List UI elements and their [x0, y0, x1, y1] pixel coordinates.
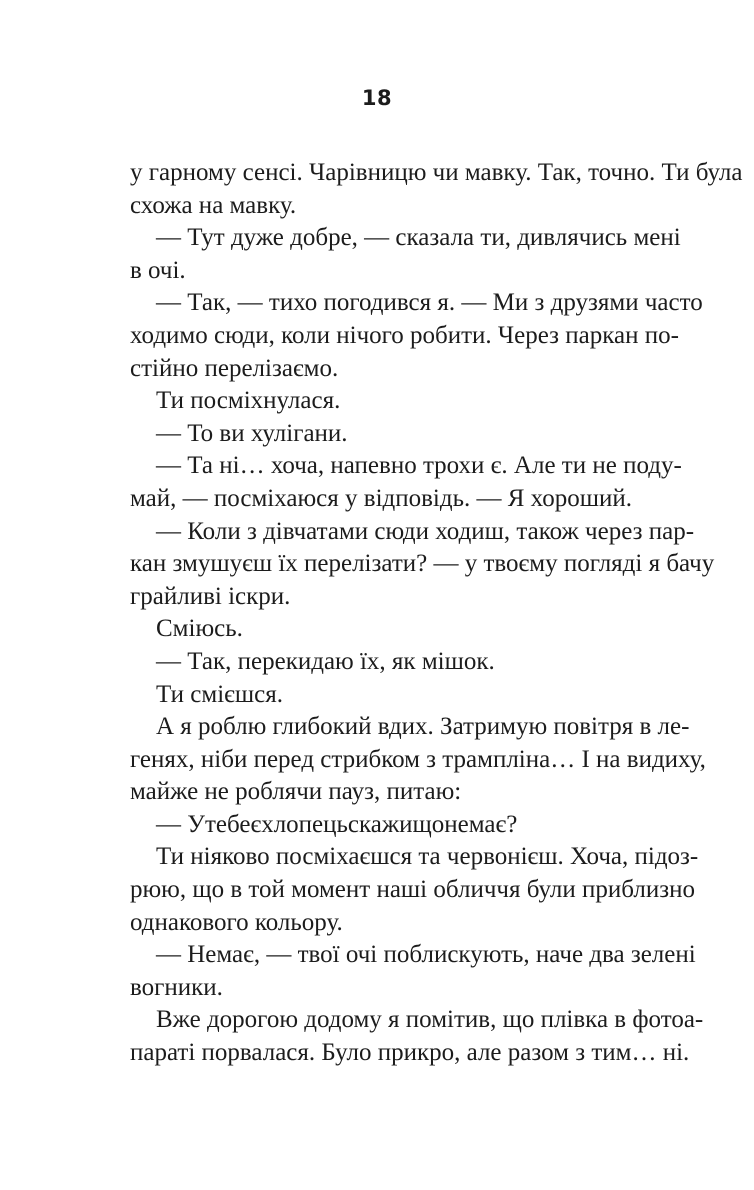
text-line: однакового кольору.	[130, 908, 343, 936]
text-line: кан змушуєш їх перелізати? — у твоєму погляді я бачу	[130, 550, 715, 578]
text-line: параті порвалася. Було прикро, але разом з тим… ні.	[130, 1039, 690, 1067]
text-line: — То ви хулігани.	[156, 419, 348, 447]
text-line: — Тут дуже добре, — сказала ти, дивлячись мені	[156, 224, 681, 252]
page-number: 18	[361, 86, 393, 110]
text-line: А я роблю глибокий вдих. Затримую повітря в ле-	[156, 713, 690, 741]
text-line: вогники.	[130, 973, 223, 1001]
text-line: ходимо сюди, коли нічого робити. Через паркан по-	[130, 321, 679, 349]
text-line: Ти посміхнулася.	[156, 387, 341, 415]
text-line: генях, ніби перед стрибком з трампліна… І на видиху,	[130, 745, 706, 773]
text-line: — Та ні… хоча, напевно трохи є. Але ти не поду-	[156, 452, 682, 480]
text-line: стійно перелізаємо.	[130, 354, 339, 382]
text-line: Сміюсь.	[156, 615, 243, 643]
text-line: май, — посміхаюся у відповідь. — Я хороший.	[130, 484, 632, 512]
text-line: — Немає, — твої очі поблискують, наче два зелені	[156, 941, 696, 969]
text-line: Вже дорогою додому я помітив, що плівка в фотоа-	[156, 1006, 704, 1034]
text-line: — Так, — тихо погодився я. — Ми з друзями часто	[156, 289, 703, 317]
text-line: — Так, перекидаю їх, як мішок.	[156, 647, 495, 675]
text-line: рюю, що в той момент наші обличчя були приблизно	[130, 876, 695, 904]
text-line: схожа на мавку.	[130, 191, 297, 219]
text-line: майже не роблячи пауз, питаю:	[130, 778, 462, 806]
body-text	[130, 157, 743, 1070]
text-line: — Утебеєхлопецьскажищонемає?	[156, 810, 518, 838]
text-line: Ти смієшся.	[156, 680, 283, 708]
text-line: грайливі іскри.	[130, 582, 291, 610]
text-line: в очі.	[130, 256, 186, 284]
text-line: — Коли з дівчатами сюди ходиш, також через пар-	[156, 517, 695, 545]
text-line: у гарному сенсі. Чарівницю чи мавку. Так, точно. Ти була	[130, 159, 743, 186]
text-line: Ти ніяково посміхаєшся та червонієш. Хоча, підоз-	[156, 843, 699, 871]
